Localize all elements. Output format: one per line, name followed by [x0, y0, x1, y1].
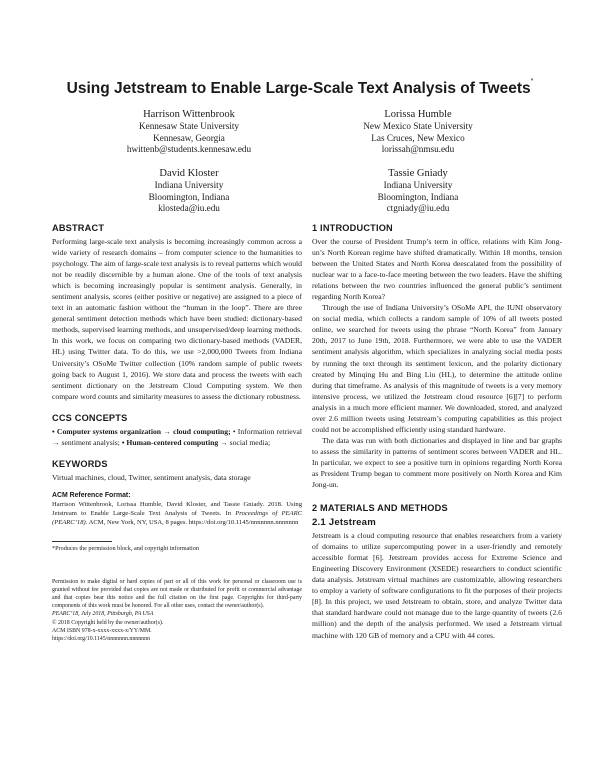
acm-reference-heading: ACM Reference Format: — [52, 491, 131, 499]
author-affiliation: Indiana University — [154, 180, 224, 190]
jetstream-paragraph: Jetstream is a cloud computing resource that enables researchers from a variety of domains to utilize supercomputing power in a user-friendly and remotely accessible format [6]. Jetstream provides access for Extreme Science and Engineering Discovery Environment (XSEDE) researchers to conduct scientific data analysis. Jetstream virtual machines are customizable, allowing researchers to employ a variety of software configurations to fit the purposes of their projects [8]. In this project, we used Jetstream to obtain, store, and analyze Twitter data that standard hardware could not manage due to the large quantity of tweets (2.6 million) and the depth of the analysis performed. We used a Jetstream virtual machine with 120 GB of memory and a CPU with 44 cores. — [312, 531, 562, 640]
ccs-concept: • Human-centered computing — [119, 437, 219, 447]
permission-copyright: © 2018 Copyright held by the owner/author(s). — [52, 619, 164, 626]
ccs-heading: CCS CONCEPTS — [52, 412, 128, 423]
introduction-paragraph: Over the course of President Trump’s term in office, relations with Kim Jong-un’s North Korean regime have shifted dramatically. Within 18 months, tension between the United States and North Korea deescalated from the possibility of nuclear war to a face-to-face meeting between the two leaders. Have the shifting relations between the two countries influenced the general public’s sentiment regarding North Korea? — [312, 237, 562, 302]
keywords-text: Virtual machines, cloud, Twitter, sentiment analysis, data storage — [52, 472, 251, 482]
introduction-paragraph: Through the use of Indiana University’s OSoMe API, the IUNI observatory on social media, which collects a random sample of 10% of all tweets posted online, we searched for tweets using the phrase “North Korea” from January 20th, 2017 to June 19th, 2018. Furthermore, we were able to use the VADER sentiment analysis algorithm, which specializes in analyzing social media posts by running the text through its sentiment lexicon, and the polarity dictionary created by Minqing Hu and Bing Liu (HL), to determine the attitude online during that timeframe. As analysis of this magnitude of tweets is a very memory intensive process, we utilized the Jetstream cloud resource [6][7] to perform analysis in a much more efficient manner. We downloaded, stored, and analyzed over 2.6 million tweets using Jetstream’s computing capabilities as this project could not be accomplished efficiently using standard hardware. — [312, 303, 562, 434]
permission-doi[interactable]: https://doi.org/10.1145/nnnnnnn.nnnnnnn — [52, 636, 151, 643]
author-location: Bloomington, Indiana — [148, 191, 230, 202]
author-block-2 — [308, 108, 528, 156]
abstract-text: Performing large-scale text analysis is becoming increasingly common across a wide variety of research domains – from computer science to the humanities to psychology. The aim of large-scale text analysis is to reveal patterns which would not be readily discernible by a human alone. One of the tools of text analysis which is becoming increasingly popular is sentiment analysis. Generally, in sentiment analysis, scores (either positive or negative) are assigned to a piece of text in an automatic fashion without the “human in the loop”. There are three general sentiment detection methods which have been studied: dictionary-based methods, supervised learning methods, and unsupervised/deep learning methods. In this work, we focus on comparing two dictionary-based methods (VADER, HL) using Twitter data. To do this, we use >2,000,000 Tweets from Indiana University’s OSoMe Twitter collection (10% random sample of public tweets going back to August 1, 2016). We store data and process the tweets with each sentiment dictionary on the Jetstream Cloud Computing system. We then compare word counts and similarity measures to assess the dictionary robustness. — [52, 237, 302, 401]
author-email: lorissah@nmsu.edu — [381, 144, 455, 154]
author-affiliation: New Mexico State University — [363, 121, 473, 131]
permission-venue: PEARC’18, July 2018, Pittsburgh, PA USA — [52, 611, 154, 618]
author-email: hwittenb@students.kennesaw.edu — [126, 144, 252, 154]
author-location: Bloomington, Indiana — [377, 191, 459, 202]
author-name: Harrison Wittenbrook — [143, 109, 235, 120]
acm-reference-venue: Proceedings of PEARC (PEARC’18) — [52, 510, 302, 527]
abstract-heading: ABSTRACT — [52, 223, 105, 233]
ccs-concept: • Computer systems organization → cloud computing; — [52, 426, 231, 436]
acm-reference-part: . ACM, New York, NY, USA, 8 pages. https://doi.org/10.1145/nnnnnnn.nnnnnnn — [85, 519, 299, 527]
left-column — [52, 223, 302, 643]
author-location: Kennesaw, Georgia — [153, 132, 225, 143]
footnote-text: *Produces the permission block, and copyright information — [52, 545, 199, 553]
footnote-divider — [52, 541, 112, 542]
author-block-4 — [308, 167, 528, 215]
keywords-heading: KEYWORDS — [52, 458, 108, 469]
title-footnote-mark: * — [530, 78, 534, 85]
author-location: Las Cruces, New Mexico — [371, 132, 465, 143]
jetstream-subheading: 2.1 Jetstream — [312, 517, 376, 529]
acm-reference-text — [52, 500, 302, 528]
materials-heading: 2 MATERIALS AND METHODS — [312, 503, 448, 514]
permission-notice: Permission to make digital or hard copies of part or all of this work for personal or classroom use is granted without fee provided that copies are not made or distributed for profit or commercial advantage and that copies bear this notice and the full citation on the first page. Copyrights for third-party components of this work must be honored. For all other uses, contact the owner/author(s). — [52, 578, 302, 610]
author-email: klosteda@iu.edu — [158, 203, 220, 213]
ccs-text — [52, 426, 302, 448]
author-name: Tassie Gniady — [388, 168, 448, 179]
ccs-concept: → social media; — [218, 437, 271, 447]
introduction-paragraph: The data was run with both dictionaries and displayed in line and bar graphs to assess the similarity in patterns of sentiment scores between VADER and HL. In particular, we expect to see a positive turn in opinions regarding North Korea as President Trump began to comment more positively on North Korea and Kim Jong-un. — [312, 435, 562, 490]
permission-isbn: ACM ISBN 978-x-xxxx-xxxx-x/YY/MM. — [52, 627, 152, 634]
author-affiliation: Indiana University — [383, 180, 453, 190]
author-affiliation: Kennesaw State University — [138, 121, 240, 131]
author-email: ctgniady@iu.edu — [386, 203, 450, 213]
right-column — [312, 223, 562, 641]
author-name: David Kloster — [159, 168, 219, 179]
author-block-3 — [79, 167, 299, 215]
ccs-concept: • Information retrieval → sentiment analysis; — [52, 426, 302, 447]
acm-reference-part: Harrison Wittenbrook, Lorissa Humble, David Kloster, and Tassie Gniady. 2018. Using Jetstream to Enable Large-Scale Text Analysis of Tweets. In — [52, 500, 302, 518]
introduction-heading: 1 INTRODUCTION — [312, 223, 393, 233]
paper-title — [40, 80, 560, 98]
paper-title-text: Using Jetstream to Enable Large-Scale Text Analysis of Tweets — [66, 80, 531, 97]
author-name: Lorissa Humble — [384, 109, 452, 120]
author-block-1 — [79, 108, 299, 156]
